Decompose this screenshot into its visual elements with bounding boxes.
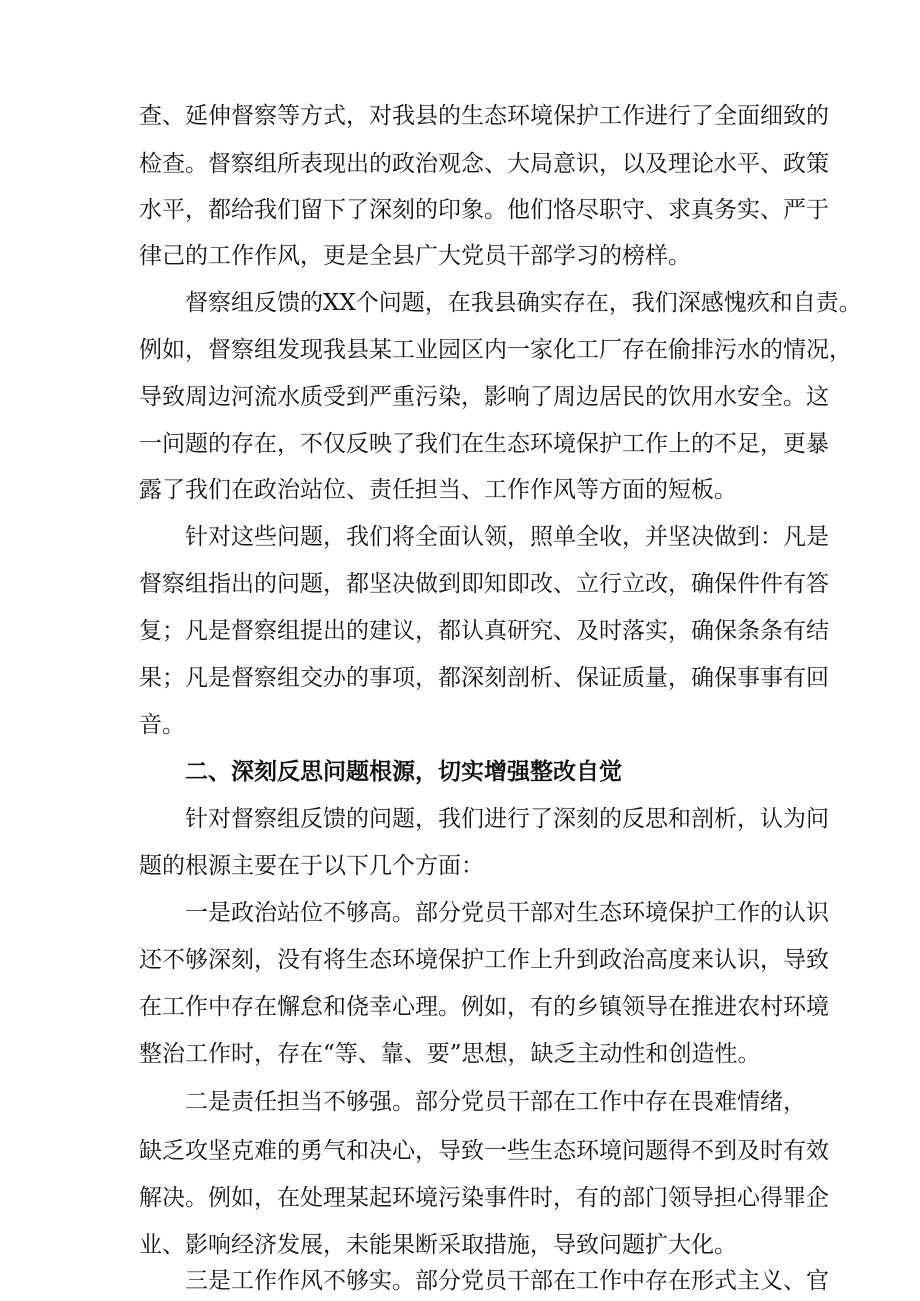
body-line: 三是工作作风不够实。部分党员干部在工作中存在形式主义、官 (185, 1268, 829, 1294)
body-line: 例如，督察组发现我县某工业园区内一家化工厂存在偷排污水的情况， (139, 337, 852, 363)
body-line: 查、延伸督察等方式，对我县的生态环境保护工作进行了全面细致的 (139, 103, 829, 129)
body-line: 露了我们在政治站位、责任担当、工作作风等方面的短板。 (139, 477, 737, 503)
body-line: 针对督察组反馈的问题，我们进行了深刻的反思和剖析，认为问 (185, 806, 829, 832)
body-line: 律己的工作作风，更是全县广大党员干部学习的榜样。 (139, 243, 691, 269)
section-heading: 二、深刻反思问题根源，切实增强整改自觉 (185, 758, 622, 785)
body-line: 果；凡是督察组交办的事项，都深刻剖析、保证质量，确保事事有回 (139, 665, 829, 691)
body-line: 二是责任担当不够强。部分党员干部在工作中存在畏难情绪， (185, 1089, 806, 1115)
body-line: 导致周边河流水质受到严重污染，影响了周边居民的饮用水安全。这 (139, 384, 829, 410)
body-line: 督察组指出的问题，都坚决做到即知即改、立行立改，确保件件有答 (139, 571, 829, 597)
body-line: 复；凡是督察组提出的建议，都认真研究、及时落实，确保条条有结 (139, 618, 829, 644)
body-line: 音。 (139, 712, 185, 738)
body-line: 针对这些问题，我们将全面认领，照单全收，并坚决做到：凡是 (185, 524, 829, 550)
body-line: 整治工作时，存在“等、靠、要”思想，缺乏主动性和创造性。 (139, 1041, 761, 1067)
body-line: 督察组反馈的XX个问题，在我县确实存在，我们深感愧疚和自责。 (185, 290, 862, 316)
body-line: 在工作中存在懈怠和侥幸心理。例如，有的乡镇领导在推进农村环境 (139, 994, 829, 1020)
body-line: 题的根源主要在于以下几个方面： (139, 853, 484, 879)
body-line: 一是政治站位不够高。部分党员干部对生态环境保护工作的认识 (185, 900, 829, 926)
body-line: 业、影响经济发展，未能果断采取措施，导致问题扩大化。 (139, 1232, 737, 1258)
body-line: 缺乏攻坚克难的勇气和决心，导致一些生态环境问题得不到及时有效 (139, 1138, 829, 1164)
body-line: 水平，都给我们留下了深刻的印象。他们恪尽职守、求真务实、严于 (139, 197, 829, 223)
body-line: 解决。例如，在处理某起环境污染事件时，有的部门领导担心得罪企 (139, 1185, 829, 1211)
body-line: 检查。督察组所表现出的政治观念、大局意识，以及理论水平、政策 (139, 151, 829, 177)
body-line: 一问题的存在，不仅反映了我们在生态环境保护工作上的不足，更暴 (139, 431, 829, 457)
body-line: 还不够深刻，没有将生态环境保护工作上升到政治高度来认识，导致 (139, 947, 829, 973)
